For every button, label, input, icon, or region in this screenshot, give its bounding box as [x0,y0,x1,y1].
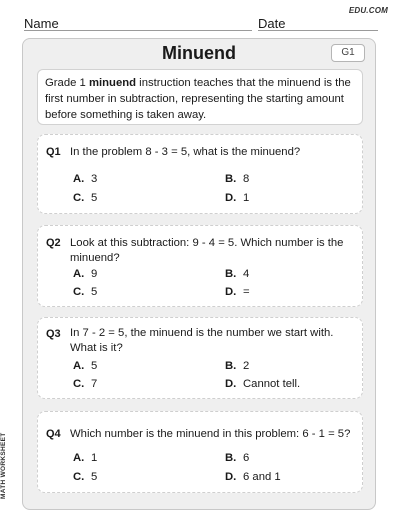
intro-suffix: instruction teaches that the minuend is the first number in subtraction, representing the starting amount before something is taken away. [45,77,351,121]
question-card-2 [37,225,363,307]
side-label: MATH WORKSHEET [0,432,7,499]
question-text: Which number is the minuend in this problem: 6 - 1 = 5? [70,428,351,440]
option-c[interactable]: C. 5 [73,192,98,204]
option-a[interactable]: A. 1 [73,452,98,464]
title-bar [23,39,375,67]
option-b[interactable]: B. 8 [225,173,250,185]
date-label: Date [258,16,286,31]
brand-logo: EDU.COM [348,6,388,15]
option-b[interactable]: B. 2 [225,360,250,372]
option-d[interactable]: D. 1 [225,192,250,204]
date-line [258,30,378,31]
intro-prefix: Grade 1 [45,77,89,89]
option-a[interactable]: A. 5 [73,360,98,372]
question-text: In the problem 8 - 3 = 5, what is the minuend? [70,146,301,158]
option-c[interactable]: C. 5 [73,471,98,483]
name-date-row [24,16,378,32]
option-b[interactable]: B. 4 [225,268,250,280]
intro-box [37,69,363,125]
question-number: Q2 [46,237,61,249]
question-number: Q3 [46,328,61,340]
question-text: Look at this subtraction: 9 - 4 = 5. Which number is the minuend? [70,237,344,264]
intro-keyword: minuend [88,77,137,89]
worksheet-panel [22,38,376,510]
question-number: Q1 [46,146,61,158]
question-card-3 [37,317,363,399]
option-a[interactable]: A. 3 [73,173,98,185]
option-d[interactable]: D. = [225,286,250,298]
name-line [24,30,252,31]
question-number: Q4 [46,428,61,440]
option-c[interactable]: C. 5 [73,286,98,298]
question-text: In 7 - 2 = 5, the minuend is the number we start with. What is it? [70,327,334,354]
option-a[interactable]: A. 9 [73,268,98,280]
option-d[interactable]: D. Cannot tell. [225,378,301,390]
grade-badge: G1 [331,44,365,62]
worksheet-title: Minuend [162,43,236,63]
option-d[interactable]: D. 6 and 1 [225,471,281,483]
question-card-4 [37,411,363,493]
question-card-1 [37,134,363,214]
name-label: Name [24,16,59,31]
option-c[interactable]: C. 7 [73,378,98,390]
option-b[interactable]: B. 6 [225,452,250,464]
